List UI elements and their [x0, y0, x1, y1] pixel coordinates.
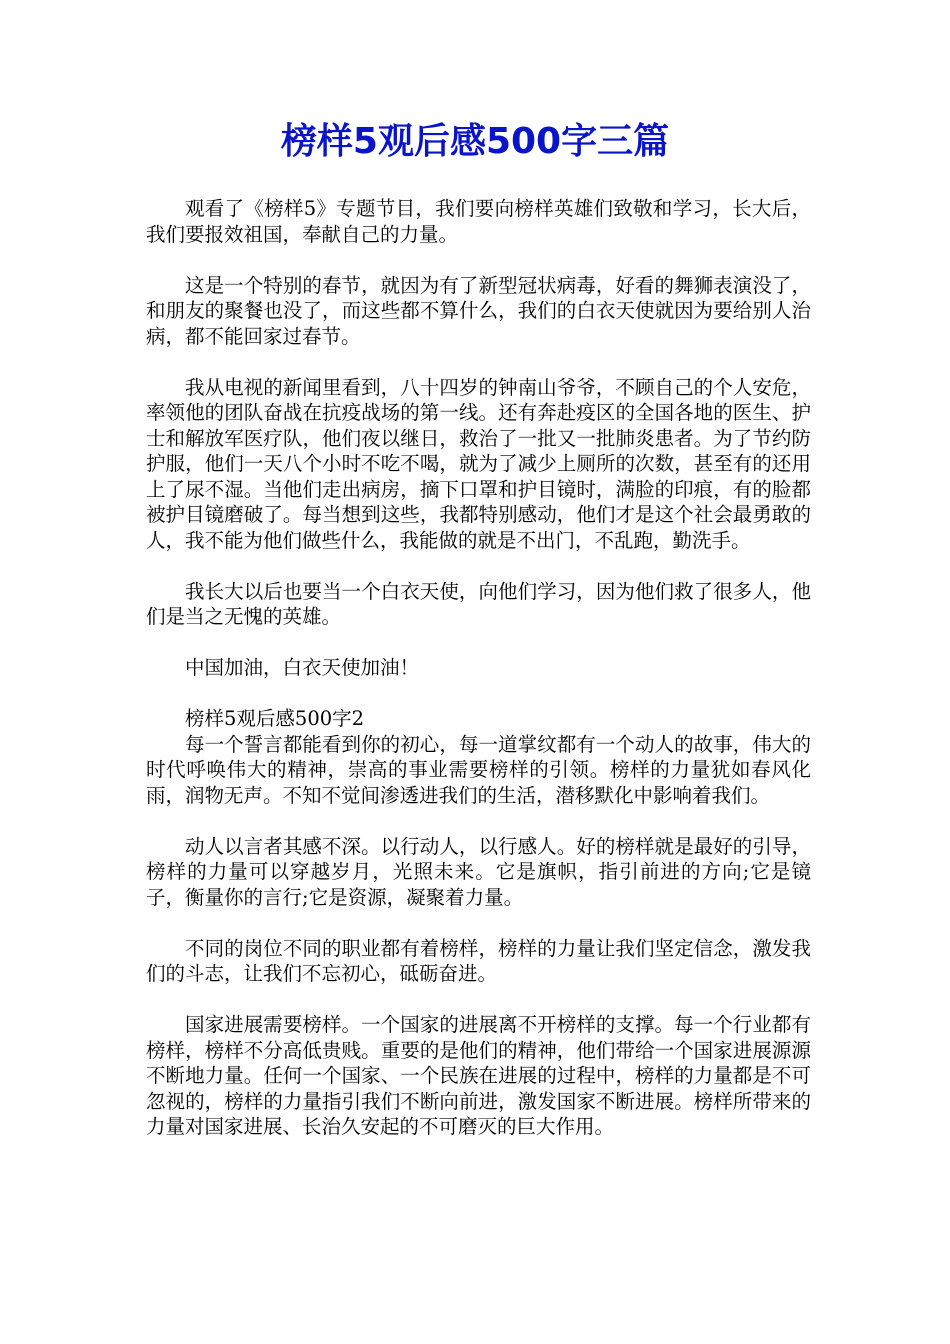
paragraph: 这是一个特别的春节，就因为有了新型冠状病毒，好看的舞狮表演没了，和朋友的聚餐也没了，而这些都不算什么，我们的白衣天使就因为要给别人治病，都不能回家过春节。	[146, 273, 811, 348]
paragraph: 不同的岗位不同的职业都有着榜样，榜样的力量让我们坚定信念，激发我们的斗志，让我们不忘初心，砥砺奋进。	[146, 936, 811, 985]
paragraph: 动人以言者其感不深。以行动人，以行感人。好的榜样就是最好的引导，榜样的力量可以穿越岁月，光照未来。它是旗帜，指引前进的方向;它是镜子，衡量你的言行;它是资源，凝聚着力量。	[146, 834, 811, 909]
paragraph: 我从电视的新闻里看到，八十四岁的钟南山爷爷，不顾自己的个人安危，率领他的团队奋战在抗疫战场的第一线。还有奔赴疫区的全国各地的医生、护士和解放军医疗队，他们夜以继日，救治了一批又一批肺炎患者。为了节约防护服，他们一天八个小时不吃不喝，就为了减少上厕所的次数，甚至有的还用上了尿不湿。当他们走出病房，摘下口罩和护目镜时，满脸的印痕，有的脸都被护目镜磨破了。每当想到这些，我都特别感动，他们才是这个社会最勇敢的人，我不能为他们做些什么，我能做的就是不出门，不乱跑，勤洗手。	[146, 375, 811, 552]
paragraph: 每一个誓言都能看到你的初心，每一道掌纹都有一个动人的故事，伟大的时代呼唤伟大的精神，崇高的事业需要榜样的引领。榜样的力量犹如春风化雨，润物无声。不知不觉间渗透进我们的生活，潜移默化中影响着我们。	[146, 732, 811, 807]
document-body	[146, 196, 811, 1165]
paragraph: 中国加油，白衣天使加油！	[185, 656, 420, 679]
paragraph: 观看了《榜样5》专题节目，我们要向榜样英雄们致敬和学习，长大后，我们要报效祖国，奉献自己的力量。	[146, 197, 811, 246]
paragraph: 国家进展需要榜样。一个国家的进展离不开榜样的支撑。每一个行业都有榜样，榜样不分高低贵贱。重要的是他们的精神，他们带给一个国家进展源源不断地力量。任何一个国家、一个民族在进展的过程中，榜样的力量都是不可忽视的，榜样的力量指引我们不断向前进，激发国家不断进展。榜样所带来的力量对国家进展、长治久安起的不可磨灭的巨大作用。	[146, 1013, 811, 1138]
section-heading: 榜样5观后感500字2	[185, 707, 365, 730]
document-title: 榜样5观后感500字三篇	[280, 121, 670, 162]
paragraph: 我长大以后也要当一个白衣天使，向他们学习，因为他们救了很多人，他们是当之无愧的英雄。	[146, 579, 811, 628]
